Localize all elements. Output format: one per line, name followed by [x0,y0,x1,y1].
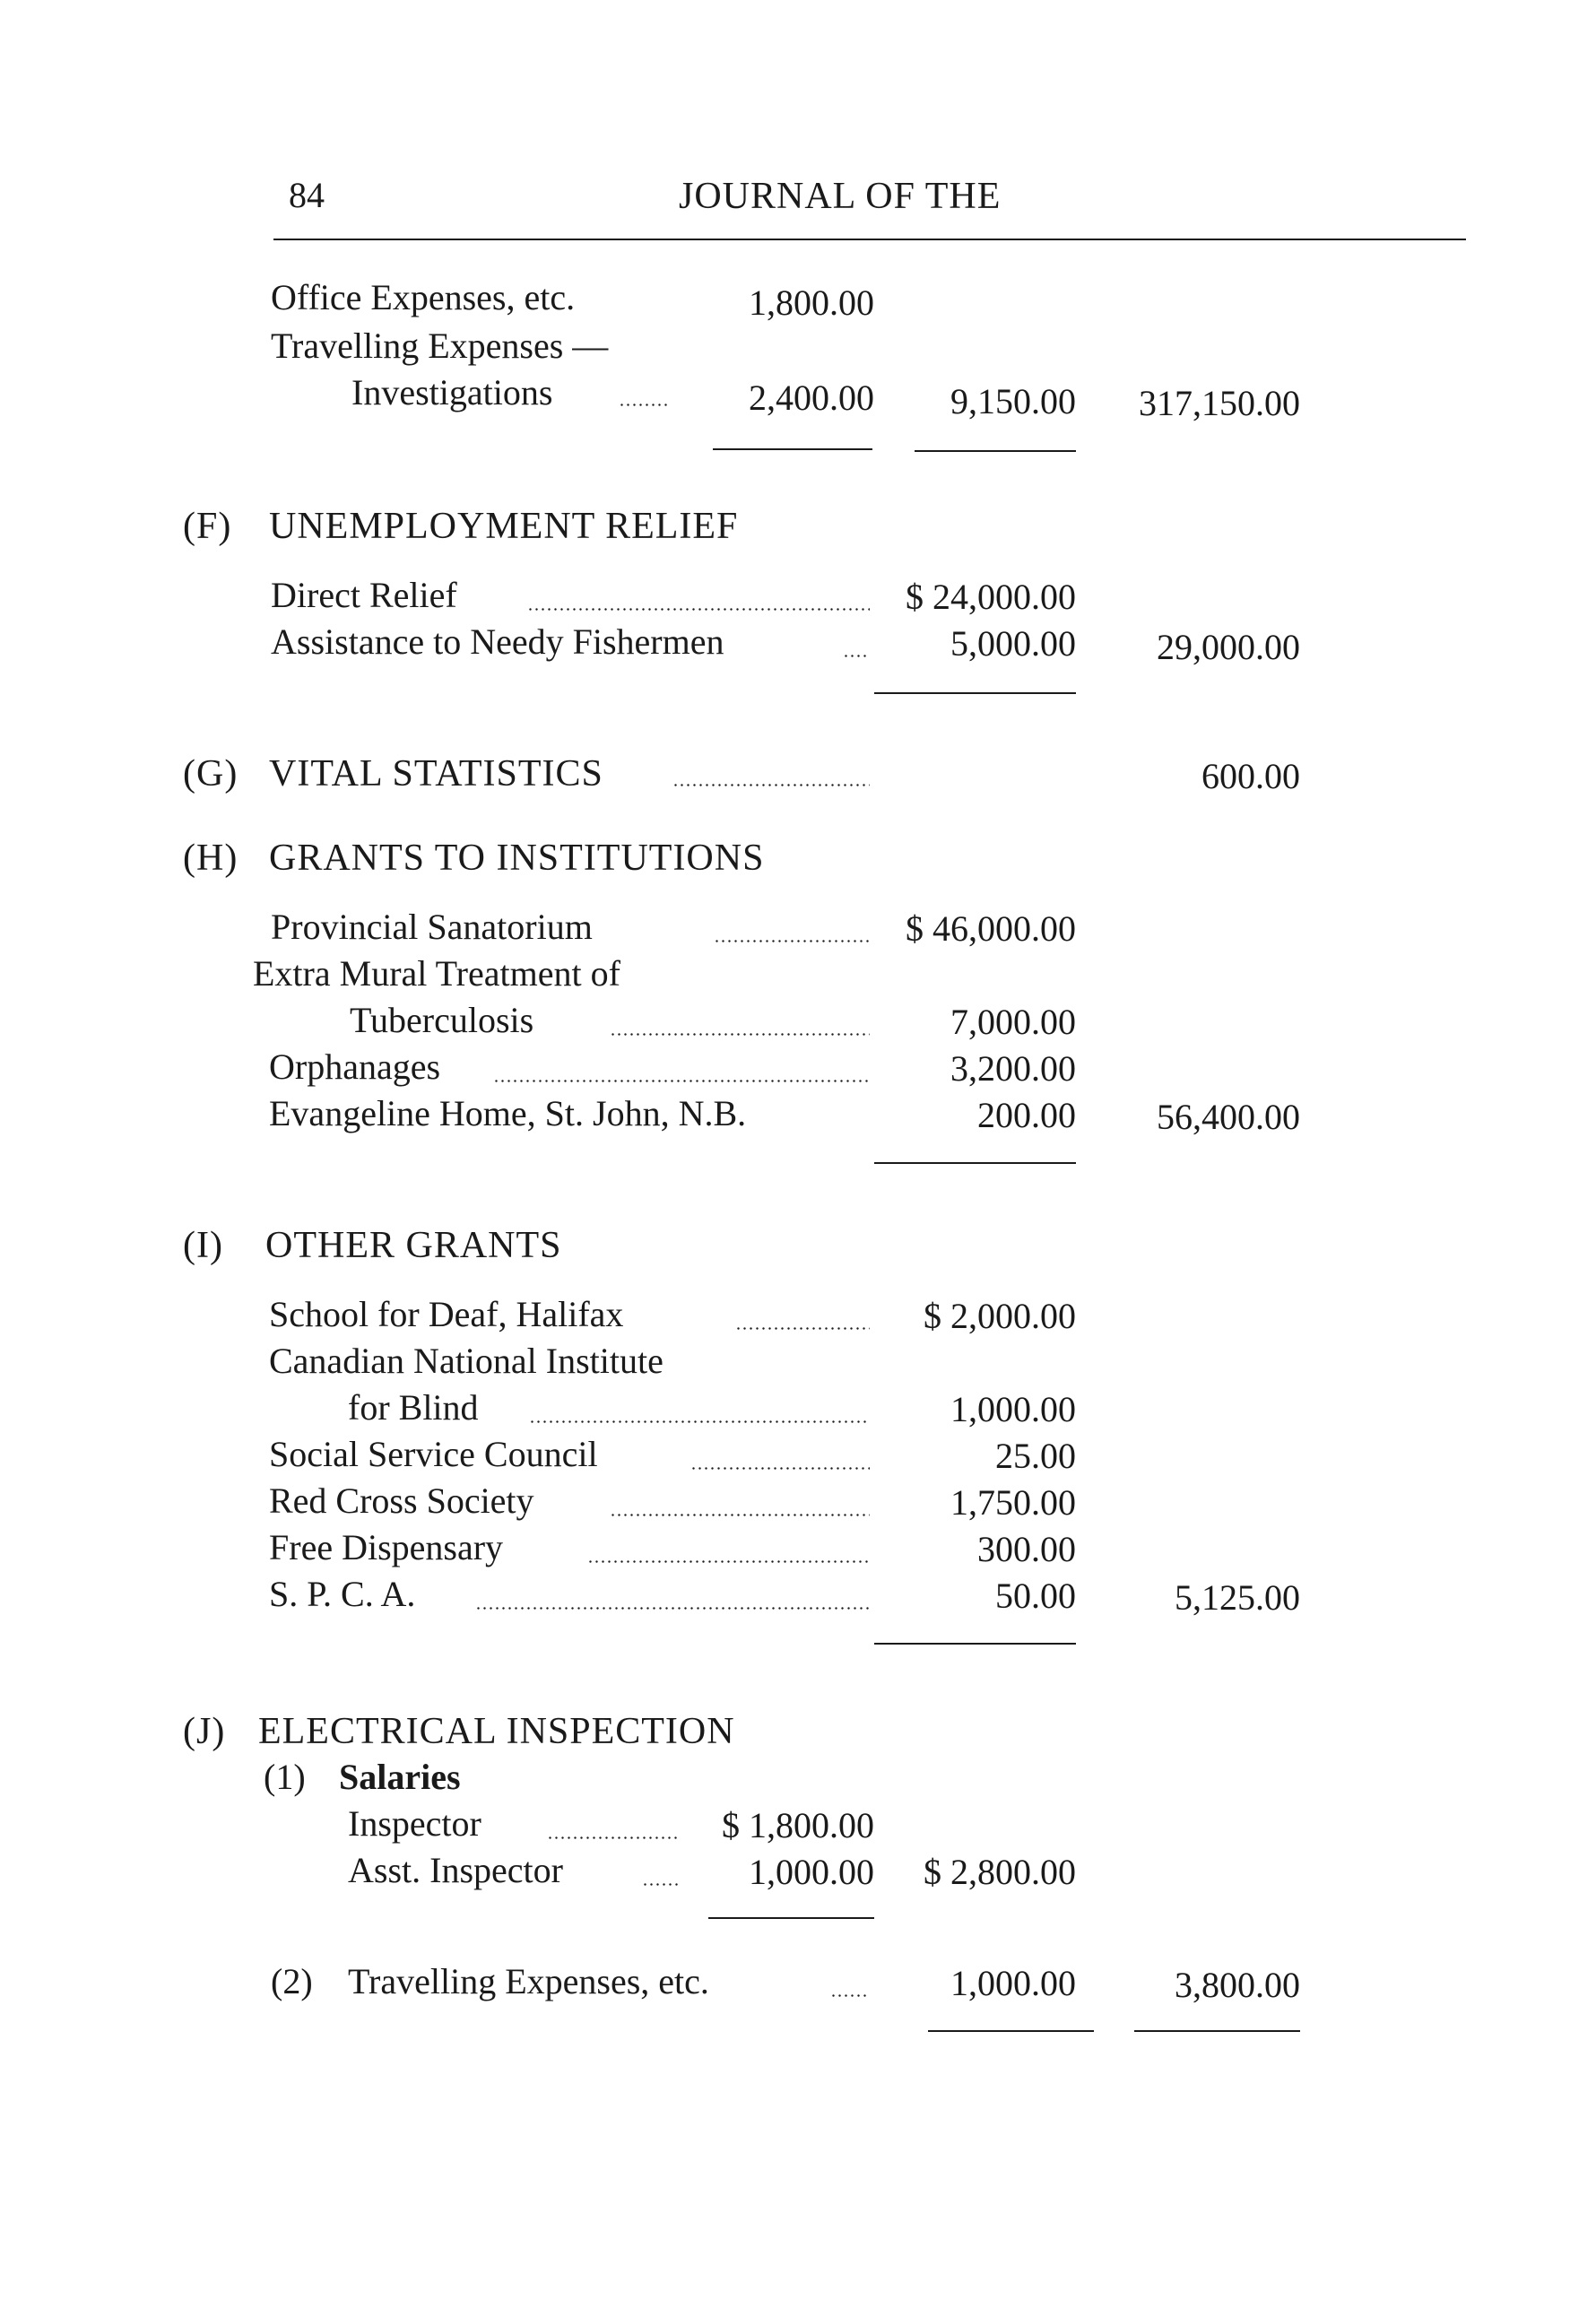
sum-rule [874,692,1076,694]
sum-rule [1134,2030,1300,2032]
item-value: 300.00 [977,1529,1076,1569]
item-value: 5,000.00 [950,623,1076,664]
item-value: 1,000.00 [950,1963,1076,2003]
item-value: $ 1,800.00 [722,1805,874,1845]
item-label: Asst. Inspector [348,1850,563,1890]
office-expenses-label: Office Expenses, etc. [271,277,576,317]
item-value: 50.00 [995,1576,1076,1616]
item-label: for Blind [348,1387,479,1428]
item-value: $ 2,000.00 [924,1296,1076,1336]
leader-dots [527,608,870,611]
item-value: 7,000.00 [950,1002,1076,1042]
section-h-total: 56,400.00 [1157,1097,1300,1137]
leader-dots [642,1883,678,1886]
item-label: Free Dispensary [269,1527,504,1567]
item-label: Inspector [348,1803,481,1844]
item-label: Assistance to Needy Fishermen [271,621,724,662]
page-number: 84 [289,175,325,215]
item-label: Extra Mural Treatment of [253,953,620,994]
subsection-number: (1) [264,1757,306,1797]
section-i-total: 5,125.00 [1175,1577,1300,1618]
leader-dots [610,1514,870,1516]
section-g-total: 600.00 [1201,756,1300,796]
leader-dots [690,1467,870,1470]
section-i-title: OTHER GRANTS [265,1225,562,1266]
item-label: Orphanages [269,1046,441,1087]
item-label: School for Deaf, Halifax [269,1294,624,1334]
item-value: 1,000.00 [950,1389,1076,1429]
subsection-title: Salaries [339,1757,461,1797]
item-value: $ 24,000.00 [906,577,1076,617]
leader-dots [672,784,870,786]
sum-rule [708,1917,874,1919]
leader-dots [830,1994,870,1997]
item-label: Travelling Expenses, etc. [348,1961,709,2001]
office-expenses-value: 1,800.00 [749,282,874,323]
section-j-title: ELECTRICAL INSPECTION [258,1711,735,1752]
leader-dots [529,1420,870,1423]
sum-rule [928,2030,1094,2032]
item-label: Canadian National Institute [269,1341,664,1381]
item-value: $ 46,000.00 [906,908,1076,949]
section-h-title: GRANTS TO INSTITUTIONS [269,838,765,879]
section-j-letter: (J) [183,1711,226,1752]
section-f-title: UNEMPLOYMENT RELIEF [269,506,739,547]
sum-rule [874,1162,1076,1164]
carryover-total: 317,150.00 [1139,383,1300,423]
section-g-title: VITAL STATISTICS [269,753,603,794]
leader-dots [619,404,671,406]
travelling-expenses-label: Travelling Expenses — [271,326,609,366]
item-label: Direct Relief [271,575,457,615]
item-label: S. P. C. A. [269,1574,416,1614]
item-label: Provincial Sanatorium [271,907,593,947]
investigations-label: Investigations [351,372,553,412]
running-title: JOURNAL OF THE [679,176,1002,217]
salaries-total: $ 2,800.00 [924,1852,1076,1892]
section-h-letter: (H) [183,838,239,879]
section-i-letter: (I) [183,1225,223,1266]
leader-dots [843,655,870,657]
item-value: 25.00 [995,1436,1076,1476]
item-label: Evangeline Home, St. John, N.B. [269,1093,747,1133]
section-f-letter: (F) [183,506,232,547]
leader-dots [587,1560,870,1563]
sum-rule [874,1643,1076,1645]
sum-rule [915,450,1076,452]
leader-dots [475,1607,870,1610]
section-j-total: 3,800.00 [1175,1965,1300,2005]
item-value: 1,750.00 [950,1482,1076,1523]
item-value: 1,000.00 [749,1852,874,1892]
leader-dots [610,1033,870,1036]
header-rule [273,239,1466,240]
item-label: Social Service Council [269,1434,598,1474]
investigations-value: 2,400.00 [749,378,874,418]
item-value: 200.00 [977,1095,1076,1135]
item-label: Red Cross Society [269,1480,534,1521]
carryover-subtotal: 9,150.00 [950,381,1076,421]
sum-rule [713,448,872,450]
leader-dots [493,1080,870,1082]
section-f-total: 29,000.00 [1157,627,1300,667]
subsection-number: (2) [271,1961,313,2001]
section-g-letter: (G) [183,753,239,794]
item-value: 3,200.00 [950,1048,1076,1089]
item-label: Tuberculosis [350,1000,534,1040]
